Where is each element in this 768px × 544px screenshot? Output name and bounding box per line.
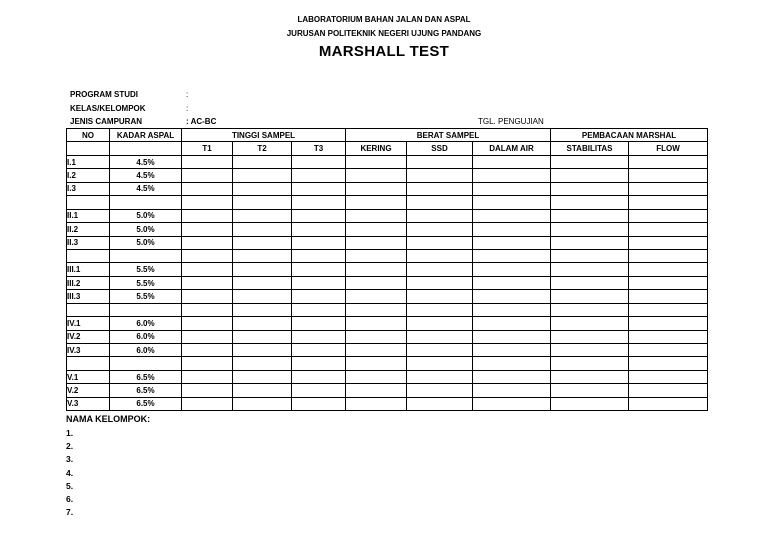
data-entry-cell[interactable]: [407, 370, 473, 383]
data-entry-cell[interactable]: [407, 169, 473, 182]
empty-cell: [110, 142, 182, 155]
data-entry-cell[interactable]: [346, 290, 407, 303]
data-entry-cell[interactable]: [233, 276, 292, 289]
data-entry-cell[interactable]: [629, 263, 708, 276]
data-entry-cell[interactable]: [473, 290, 551, 303]
kadar-aspal-value: 5.0%: [110, 223, 182, 236]
empty-cell: [407, 196, 473, 209]
empty-cell: [551, 249, 629, 262]
data-entry-cell[interactable]: [182, 384, 233, 397]
data-entry-cell[interactable]: [407, 223, 473, 236]
data-entry-cell[interactable]: [473, 209, 551, 222]
col-dalam-air-header: DALAM AIR: [473, 142, 551, 155]
data-entry-cell[interactable]: [473, 370, 551, 383]
data-entry-cell[interactable]: [233, 397, 292, 410]
member-item: 7.: [66, 507, 74, 518]
data-entry-cell[interactable]: [629, 317, 708, 330]
data-entry-cell[interactable]: [182, 276, 233, 289]
data-entry-cell[interactable]: [292, 182, 346, 195]
empty-cell: [233, 196, 292, 209]
empty-cell: [473, 196, 551, 209]
kadar-aspal-value: 6.5%: [110, 370, 182, 383]
data-entry-cell[interactable]: [346, 384, 407, 397]
data-entry-cell[interactable]: [233, 182, 292, 195]
data-entry-cell[interactable]: [407, 209, 473, 222]
empty-cell: [233, 249, 292, 262]
member-list: [66, 414, 150, 520]
data-entry-cell[interactable]: [551, 330, 629, 343]
header-row-2: [67, 142, 708, 155]
data-entry-cell[interactable]: [292, 236, 346, 249]
data-entry-cell[interactable]: [473, 155, 551, 168]
empty-cell: [346, 196, 407, 209]
col-flow-header: FLOW: [629, 142, 708, 155]
data-entry-cell[interactable]: [292, 330, 346, 343]
member-item: 1.: [66, 428, 74, 438]
department-name: JURUSAN POLITEKNIK NEGERI UJUNG PANDANG: [286, 29, 482, 38]
data-entry-cell[interactable]: [346, 344, 407, 357]
data-entry-cell[interactable]: [346, 236, 407, 249]
data-entry-cell[interactable]: [233, 384, 292, 397]
empty-cell: [182, 249, 233, 262]
data-entry-cell[interactable]: [292, 209, 346, 222]
empty-cell: [629, 249, 708, 262]
empty-cell: [473, 303, 551, 316]
jenis-campuran-value: : AC-BC: [186, 117, 217, 126]
data-entry-cell[interactable]: [407, 182, 473, 195]
data-entry-cell[interactable]: [551, 384, 629, 397]
data-entry-cell[interactable]: [292, 344, 346, 357]
data-entry-cell[interactable]: [182, 317, 233, 330]
table-row: [67, 223, 708, 236]
kadar-aspal-value: 6.5%: [110, 384, 182, 397]
data-entry-cell[interactable]: [233, 290, 292, 303]
empty-cell: [292, 249, 346, 262]
empty-cell: [551, 196, 629, 209]
data-entry-cell[interactable]: [292, 370, 346, 383]
program-studi-value: :: [186, 90, 189, 99]
empty-cell: [292, 303, 346, 316]
sample-no: V.2: [67, 384, 110, 397]
data-entry-cell[interactable]: [473, 344, 551, 357]
data-entry-cell[interactable]: [629, 223, 708, 236]
data-entry-cell[interactable]: [407, 397, 473, 410]
data-entry-cell[interactable]: [233, 330, 292, 343]
data-entry-cell[interactable]: [629, 290, 708, 303]
data-entry-cell[interactable]: [292, 276, 346, 289]
table-row: [67, 290, 708, 303]
data-entry-cell[interactable]: [233, 263, 292, 276]
sample-no: III.3: [67, 290, 110, 303]
data-entry-cell[interactable]: [473, 397, 551, 410]
col-berat-header: BERAT SAMPEL: [346, 129, 551, 142]
data-entry-cell[interactable]: [233, 344, 292, 357]
data-entry-cell[interactable]: [629, 209, 708, 222]
data-entry-cell[interactable]: [629, 236, 708, 249]
tgl-pengujian-label: TGL. PENGUJIAN: [478, 117, 544, 126]
kelas-label: KELAS/KELOMPOK: [70, 104, 146, 113]
col-ssd-header: SSD: [407, 142, 473, 155]
col-t1-header: T1: [182, 142, 233, 155]
col-stabilitas-header: STABILITAS: [551, 142, 629, 155]
sample-no: IV.2: [67, 330, 110, 343]
data-entry-cell[interactable]: [551, 169, 629, 182]
data-entry-cell[interactable]: [407, 155, 473, 168]
data-entry-cell[interactable]: [233, 209, 292, 222]
kadar-aspal-value: 6.0%: [110, 344, 182, 357]
data-entry-cell[interactable]: [407, 263, 473, 276]
marshall-table: [66, 128, 708, 411]
member-list-title: NAMA KELOMPOK:: [66, 414, 151, 424]
data-entry-cell[interactable]: [629, 344, 708, 357]
data-entry-cell[interactable]: [407, 317, 473, 330]
data-entry-cell[interactable]: [346, 263, 407, 276]
col-t2-header: T2: [233, 142, 292, 155]
data-entry-cell[interactable]: [629, 182, 708, 195]
data-entry-cell[interactable]: [233, 169, 292, 182]
spacer-row: [67, 303, 708, 316]
data-entry-cell[interactable]: [407, 290, 473, 303]
sample-no: V.1: [67, 370, 110, 383]
empty-cell: [67, 249, 110, 262]
member-item: 5.: [66, 480, 74, 491]
data-entry-cell[interactable]: [182, 370, 233, 383]
data-entry-cell[interactable]: [292, 223, 346, 236]
sample-no: III.1: [67, 263, 110, 276]
data-entry-cell[interactable]: [407, 276, 473, 289]
empty-cell: [629, 303, 708, 316]
empty-cell: [182, 357, 233, 370]
member-item: 3.: [66, 454, 74, 465]
col-t3-header: T3: [292, 142, 346, 155]
empty-cell: [292, 196, 346, 209]
data-entry-cell[interactable]: [182, 330, 233, 343]
empty-cell: [292, 357, 346, 370]
empty-cell: [346, 249, 407, 262]
table-row: [67, 182, 708, 195]
data-entry-cell[interactable]: [551, 236, 629, 249]
data-entry-cell[interactable]: [292, 155, 346, 168]
table-body: [67, 155, 708, 410]
kadar-aspal-value: 4.5%: [110, 182, 182, 195]
table-row: [67, 169, 708, 182]
member-item: 6.: [66, 493, 74, 504]
col-no-header: NO: [67, 129, 110, 142]
data-entry-cell[interactable]: [551, 223, 629, 236]
sample-no: II.2: [67, 223, 110, 236]
data-entry-cell[interactable]: [346, 330, 407, 343]
lab-name: LABORATORIUM BAHAN JALAN DAN ASPAL: [297, 15, 471, 24]
data-entry-cell[interactable]: [551, 263, 629, 276]
data-entry-cell[interactable]: [551, 397, 629, 410]
empty-cell: [67, 303, 110, 316]
data-entry-cell[interactable]: [629, 330, 708, 343]
empty-cell: [233, 357, 292, 370]
data-entry-cell[interactable]: [346, 169, 407, 182]
data-entry-cell[interactable]: [473, 317, 551, 330]
col-kadar-header: KADAR ASPAL: [110, 129, 182, 142]
sample-no: IV.3: [67, 344, 110, 357]
data-entry-cell[interactable]: [292, 317, 346, 330]
kadar-aspal-value: 6.0%: [110, 330, 182, 343]
kadar-aspal-value: 5.5%: [110, 276, 182, 289]
data-entry-cell[interactable]: [629, 155, 708, 168]
sample-no: II.3: [67, 236, 110, 249]
empty-cell: [346, 357, 407, 370]
empty-cell: [346, 303, 407, 316]
data-entry-cell[interactable]: [346, 209, 407, 222]
empty-cell: [110, 249, 182, 262]
table-row: [67, 263, 708, 276]
data-entry-cell[interactable]: [182, 209, 233, 222]
kadar-aspal-value: 5.0%: [110, 209, 182, 222]
empty-cell: [407, 249, 473, 262]
data-entry-cell[interactable]: [233, 370, 292, 383]
table-row: [67, 330, 708, 343]
data-entry-cell[interactable]: [182, 182, 233, 195]
table-row: [67, 384, 708, 397]
sample-no: III.2: [67, 276, 110, 289]
sample-no: II.1: [67, 209, 110, 222]
program-studi-label: PROGRAM STUDI: [70, 90, 138, 99]
data-entry-cell[interactable]: [346, 223, 407, 236]
data-entry-cell[interactable]: [182, 169, 233, 182]
kadar-aspal-value: 6.5%: [110, 397, 182, 410]
empty-cell: [629, 196, 708, 209]
data-entry-cell[interactable]: [182, 263, 233, 276]
member-item: 2.: [66, 441, 74, 452]
kadar-aspal-value: 5.0%: [110, 236, 182, 249]
empty-cell: [110, 357, 182, 370]
empty-cell: [473, 357, 551, 370]
table-row: [67, 155, 708, 168]
data-entry-cell[interactable]: [629, 370, 708, 383]
data-entry-cell[interactable]: [473, 169, 551, 182]
kadar-aspal-value: 5.5%: [110, 263, 182, 276]
empty-cell: [110, 303, 182, 316]
data-entry-cell[interactable]: [182, 344, 233, 357]
empty-cell: [67, 142, 110, 155]
data-entry-cell[interactable]: [473, 384, 551, 397]
data-entry-cell[interactable]: [182, 236, 233, 249]
empty-cell: [473, 249, 551, 262]
empty-cell: [233, 303, 292, 316]
sample-no: I.1: [67, 155, 110, 168]
data-entry-cell[interactable]: [182, 155, 233, 168]
empty-cell: [407, 303, 473, 316]
kadar-aspal-value: 4.5%: [110, 155, 182, 168]
table-row: [67, 317, 708, 330]
jenis-campuran-label: JENIS CAMPURAN: [70, 117, 143, 126]
empty-cell: [551, 357, 629, 370]
col-marshal-header: PEMBACAAN MARSHAL: [551, 129, 708, 142]
data-entry-cell[interactable]: [346, 182, 407, 195]
data-entry-cell[interactable]: [473, 182, 551, 195]
data-entry-cell[interactable]: [346, 155, 407, 168]
data-entry-cell[interactable]: [473, 330, 551, 343]
data-entry-cell[interactable]: [346, 397, 407, 410]
empty-cell: [182, 196, 233, 209]
table-row: [67, 276, 708, 289]
data-entry-cell[interactable]: [473, 276, 551, 289]
empty-cell: [629, 357, 708, 370]
data-entry-cell[interactable]: [473, 263, 551, 276]
data-entry-cell[interactable]: [233, 155, 292, 168]
data-entry-cell[interactable]: [551, 182, 629, 195]
table-row: [67, 209, 708, 222]
data-entry-cell[interactable]: [629, 384, 708, 397]
empty-cell: [110, 196, 182, 209]
member-item: 4.: [66, 467, 74, 478]
kadar-aspal-value: 5.5%: [110, 290, 182, 303]
spacer-row: [67, 249, 708, 262]
header-row-1: [67, 129, 708, 142]
data-entry-cell[interactable]: [346, 276, 407, 289]
data-entry-cell[interactable]: [292, 290, 346, 303]
sample-no: IV.1: [67, 317, 110, 330]
table-row: [67, 236, 708, 249]
spacer-row: [67, 357, 708, 370]
sample-no: I.2: [67, 169, 110, 182]
empty-cell: [407, 357, 473, 370]
data-entry-cell[interactable]: [233, 223, 292, 236]
col-tinggi-header: TINGGI SAMPEL: [182, 129, 346, 142]
data-entry-cell[interactable]: [182, 397, 233, 410]
data-entry-cell[interactable]: [407, 384, 473, 397]
data-entry-cell[interactable]: [233, 317, 292, 330]
data-entry-cell[interactable]: [407, 236, 473, 249]
data-entry-cell[interactable]: [407, 330, 473, 343]
kadar-aspal-value: 6.0%: [110, 317, 182, 330]
data-entry-cell[interactable]: [407, 344, 473, 357]
data-entry-cell[interactable]: [292, 384, 346, 397]
data-entry-cell[interactable]: [233, 236, 292, 249]
data-entry-cell[interactable]: [292, 263, 346, 276]
table-row: [67, 397, 708, 410]
data-entry-cell[interactable]: [473, 236, 551, 249]
data-entry-cell[interactable]: [292, 169, 346, 182]
data-entry-cell[interactable]: [551, 317, 629, 330]
data-entry-cell[interactable]: [182, 223, 233, 236]
empty-cell: [67, 357, 110, 370]
sample-no: V.3: [67, 397, 110, 410]
data-entry-cell[interactable]: [346, 317, 407, 330]
data-entry-cell[interactable]: [292, 397, 346, 410]
data-entry-cell[interactable]: [629, 169, 708, 182]
spacer-row: [67, 196, 708, 209]
data-entry-cell[interactable]: [473, 223, 551, 236]
empty-cell: [182, 303, 233, 316]
sample-no: I.3: [67, 182, 110, 195]
data-entry-cell[interactable]: [551, 276, 629, 289]
data-entry-cell[interactable]: [551, 370, 629, 383]
data-entry-cell[interactable]: [551, 155, 629, 168]
kadar-aspal-value: 4.5%: [110, 169, 182, 182]
table-row: [67, 344, 708, 357]
data-entry-cell[interactable]: [629, 276, 708, 289]
table-row: [67, 370, 708, 383]
empty-cell: [551, 303, 629, 316]
data-entry-cell[interactable]: [551, 290, 629, 303]
data-entry-cell[interactable]: [629, 397, 708, 410]
data-entry-cell[interactable]: [346, 370, 407, 383]
col-kering-header: KERING: [346, 142, 407, 155]
data-entry-cell[interactable]: [551, 344, 629, 357]
kelas-value: :: [186, 104, 189, 113]
empty-cell: [67, 196, 110, 209]
page-title: MARSHALL TEST: [318, 43, 450, 60]
data-entry-cell[interactable]: [182, 290, 233, 303]
data-entry-cell[interactable]: [551, 209, 629, 222]
